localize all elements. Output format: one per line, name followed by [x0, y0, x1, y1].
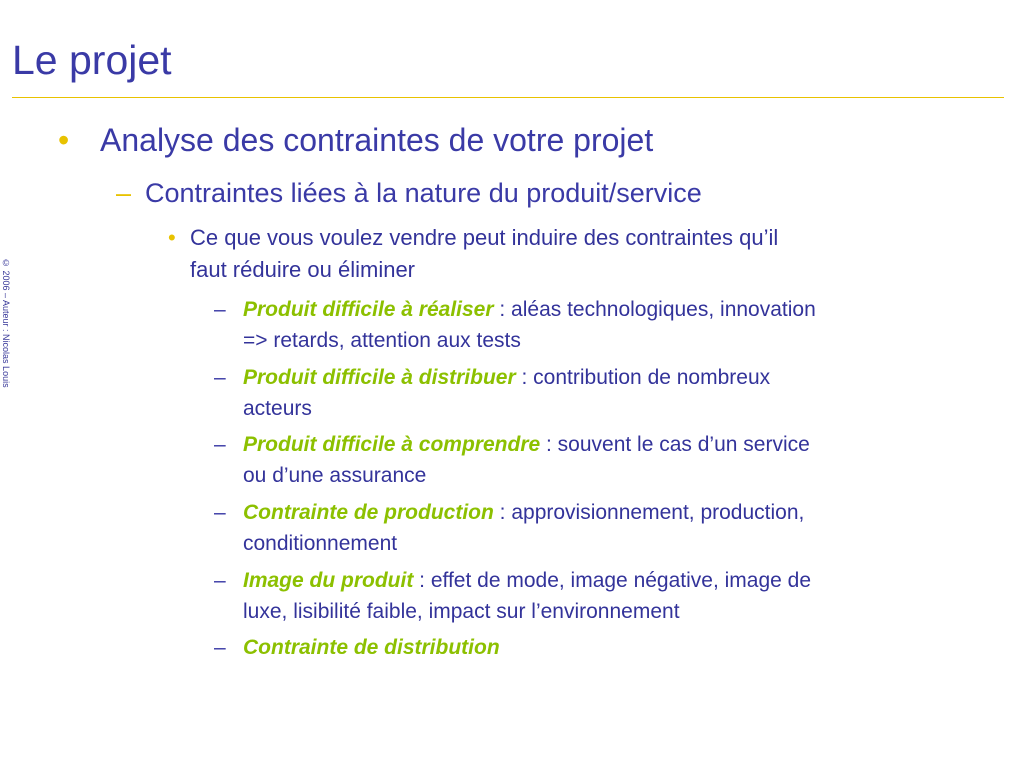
constraint-term: Contrainte de production	[243, 501, 494, 524]
bullet-level3-line1: Ce que vous voulez vendre peut induire des contraintes qu’il	[190, 225, 779, 250]
dash-marker: –	[214, 298, 226, 321]
constraint-term: Image du produit	[243, 569, 414, 592]
constraint-description: : contribution de nombreux	[515, 366, 771, 389]
copyright-note: © 2006 – Auteur : Nicolas Louis	[1, 258, 11, 388]
dash-marker: –	[214, 636, 226, 659]
dash-marker: –	[214, 501, 226, 524]
constraint-term: Produit difficile à comprendre	[243, 433, 541, 456]
constraint-description: : aléas technologiques, innovation	[493, 298, 816, 321]
bullet-level2-text: Contraintes liées à la nature du produit/service	[145, 178, 702, 208]
constraint-line	[243, 565, 811, 596]
constraint-description: : approvisionnement, production,	[493, 501, 805, 524]
bullet-marker-level3: •	[168, 225, 176, 250]
bullet-level1-text: Analyse des contraintes de votre projet	[100, 122, 654, 158]
constraint-term: Produit difficile à réaliser	[243, 298, 494, 321]
constraint-line	[243, 294, 816, 325]
constraint-continuation: luxe, lisibilité faible, impact sur l’environnement	[243, 600, 680, 623]
constraint-line	[243, 362, 770, 393]
bullet-level3-line2: faut réduire ou éliminer	[190, 257, 416, 282]
constraint-line	[243, 497, 804, 528]
constraint-continuation: ou d’une assurance	[243, 464, 427, 487]
dash-marker: –	[214, 433, 226, 456]
constraint-continuation: conditionnement	[243, 532, 398, 555]
dash-marker: –	[214, 569, 226, 592]
slide-title: Le projet	[12, 37, 172, 83]
constraint-description: : souvent le cas d’un service	[540, 433, 810, 456]
constraint-term: Contrainte de distribution	[243, 636, 500, 659]
bullet-marker-level1: •	[58, 122, 70, 158]
constraint-line	[243, 632, 500, 663]
constraint-term: Produit difficile à distribuer	[243, 366, 516, 389]
constraint-line	[243, 429, 810, 460]
dash-marker: –	[214, 366, 226, 389]
constraint-continuation: => retards, attention aux tests	[243, 329, 521, 352]
bullet-marker-level2: –	[116, 178, 132, 208]
constraint-continuation: acteurs	[243, 397, 312, 420]
constraint-description: : effet de mode, image négative, image de	[413, 569, 812, 592]
